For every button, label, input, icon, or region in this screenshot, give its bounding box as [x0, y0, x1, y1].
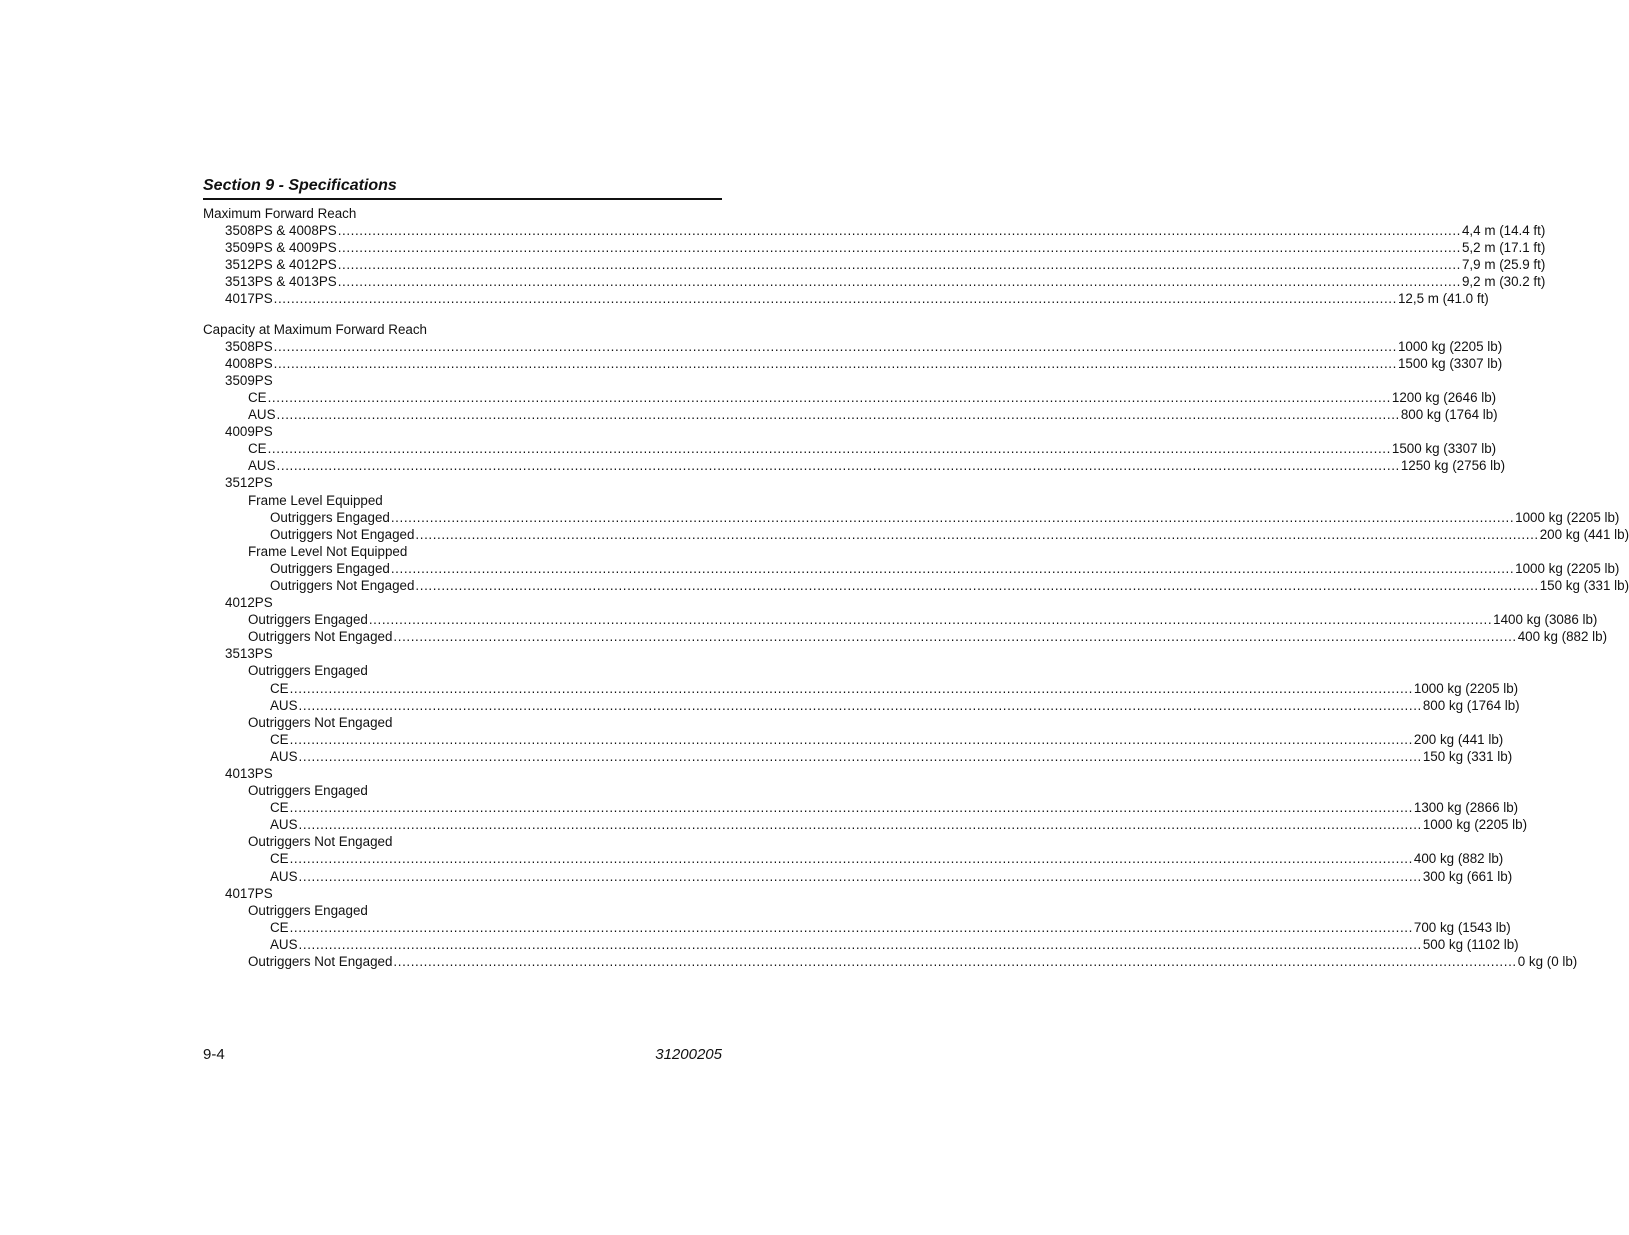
spec-label: Frame Level Equipped — [248, 492, 383, 508]
spec-value: 1300 kg (2866 lb) — [1413, 800, 1519, 816]
spec-label: AUS — [270, 748, 298, 764]
page-header — [203, 176, 722, 200]
spec-row — [203, 256, 1546, 273]
spec-value: 1200 kg (2646 lb) — [1391, 389, 1497, 405]
spec-row — [203, 389, 1497, 406]
spec-heading — [203, 902, 722, 919]
spec-label: CE — [248, 441, 267, 457]
spec-row — [203, 628, 1608, 645]
spec-value: 400 kg (882 lb) — [1413, 851, 1504, 867]
spec-value: 800 kg (1764 lb) — [1422, 697, 1520, 713]
spec-label: Maximum Forward Reach — [203, 206, 357, 221]
dot-leader: .................................................................................................................................................................................................................................................................... — [273, 338, 1397, 354]
spec-row — [203, 816, 1528, 833]
dot-leader: .................................................................................................................................................................................................................................................................... — [415, 526, 1539, 542]
spec-heading — [203, 205, 722, 222]
spec-value: 1500 kg (3307 lb) — [1397, 355, 1503, 371]
spec-row — [203, 440, 1497, 457]
spec-row — [203, 290, 1489, 307]
spec-row — [203, 680, 1519, 697]
dot-leader: .................................................................................................................................................................................................................................................................... — [273, 355, 1397, 371]
spec-label: Outriggers Not Engaged — [248, 714, 393, 730]
spec-label: AUS — [270, 936, 298, 952]
spec-label: 3512PS — [225, 475, 273, 491]
spec-row — [203, 799, 1519, 816]
spec-label: 3513PS & 4013PS — [225, 274, 337, 290]
spec-label: 3509PS — [225, 372, 273, 388]
spec-row — [203, 560, 1620, 577]
spec-label: Outriggers Not Engaged — [248, 834, 393, 850]
dot-leader: .................................................................................................................................................................................................................................................................... — [273, 291, 1397, 307]
spec-label: CE — [270, 731, 289, 747]
dot-leader: .................................................................................................................................................................................................................................................................... — [298, 868, 1422, 884]
spec-row — [203, 919, 1511, 936]
spec-row — [203, 273, 1546, 290]
spec-label: Outriggers Engaged — [270, 560, 390, 576]
spec-heading — [203, 885, 722, 902]
spec-value: 1400 kg (3086 lb) — [1493, 612, 1598, 628]
dot-leader: .................................................................................................................................................................................................................................................................... — [393, 629, 1517, 645]
spec-row — [203, 406, 1498, 423]
dot-leader: .................................................................................................................................................................................................................................................................... — [289, 800, 1413, 816]
spec-heading — [203, 645, 722, 662]
specifications-list — [203, 205, 1629, 970]
spec-label: CE — [270, 851, 289, 867]
spec-label: 4008PS — [225, 355, 273, 371]
spec-value: 1000 kg (2205 lb) — [1397, 338, 1503, 354]
dot-leader: .................................................................................................................................................................................................................................................................... — [267, 389, 1391, 405]
spec-label: Frame Level Not Equipped — [248, 543, 408, 559]
spec-value: 700 kg (1543 lb) — [1413, 919, 1511, 935]
spec-row — [203, 953, 1578, 970]
spec-heading — [203, 474, 722, 491]
spec-label: CE — [270, 800, 289, 816]
spec-label: Outriggers Not Engaged — [270, 526, 415, 542]
spec-label: 4013PS — [225, 766, 273, 781]
dot-leader: .................................................................................................................................................................................................................................................................... — [298, 697, 1422, 713]
spec-value: 150 kg (331 lb) — [1539, 577, 1629, 593]
spec-heading — [203, 662, 722, 679]
spec-label: Outriggers Engaged — [248, 612, 368, 628]
spec-label: AUS — [270, 697, 298, 713]
dot-leader: .................................................................................................................................................................................................................................................................... — [337, 257, 1461, 273]
spec-label: AUS — [270, 868, 298, 884]
spec-label: Capacity at Maximum Forward Reach — [203, 321, 427, 337]
spec-value: 1500 kg (3307 lb) — [1391, 441, 1497, 457]
spec-label: Outriggers Engaged — [248, 663, 368, 679]
spec-row — [203, 526, 1629, 543]
spec-label: Outriggers Not Engaged — [248, 629, 393, 645]
spec-value: 0 kg (0 lb) — [1517, 954, 1578, 970]
spec-row — [203, 457, 1506, 474]
spec-row — [203, 222, 1546, 239]
spec-heading — [203, 492, 722, 509]
dot-leader: .................................................................................................................................................................................................................................................................... — [298, 936, 1422, 952]
dot-leader: .................................................................................................................................................................................................................................................................... — [289, 851, 1413, 867]
spec-label: AUS — [248, 458, 276, 474]
dot-leader: .................................................................................................................................................................................................................................................................... — [289, 680, 1413, 696]
spec-row — [203, 611, 1598, 628]
dot-leader: .................................................................................................................................................................................................................................................................... — [390, 560, 1515, 576]
spec-row — [203, 338, 1503, 355]
document-number: 31200205 — [655, 1046, 722, 1063]
spec-label: Outriggers Engaged — [248, 902, 368, 918]
spec-row — [203, 355, 1503, 372]
spec-row — [203, 509, 1620, 526]
spec-label: AUS — [270, 817, 298, 833]
page-number: 9-4 — [203, 1046, 225, 1063]
dot-leader: .................................................................................................................................................................................................................................................................... — [276, 458, 1400, 474]
spec-label: 3513PS — [225, 646, 273, 662]
dot-leader: .................................................................................................................................................................................................................................................................... — [337, 223, 1461, 239]
dot-leader: .................................................................................................................................................................................................................................................................... — [337, 240, 1461, 256]
spec-row — [203, 239, 1546, 256]
dot-leader: .................................................................................................................................................................................................................................................................... — [276, 407, 1400, 423]
spec-label: Outriggers Engaged — [248, 783, 368, 799]
spec-label: Outriggers Engaged — [270, 509, 390, 525]
dot-leader: .................................................................................................................................................................................................................................................................... — [298, 817, 1422, 833]
spec-label: 3508PS & 4008PS — [225, 223, 337, 239]
spec-value: 1000 kg (2205 lb) — [1515, 509, 1620, 525]
dot-leader: .................................................................................................................................................................................................................................................................... — [415, 577, 1539, 593]
spec-value: 800 kg (1764 lb) — [1400, 407, 1498, 423]
spec-heading — [203, 321, 722, 338]
spec-value: 200 kg (441 lb) — [1539, 526, 1629, 542]
dot-leader: .................................................................................................................................................................................................................................................................... — [289, 731, 1413, 747]
spec-row — [203, 936, 1519, 953]
spec-label: CE — [248, 389, 267, 405]
spec-label: 3512PS & 4012PS — [225, 257, 337, 273]
dot-leader: .................................................................................................................................................................................................................................................................... — [298, 748, 1422, 764]
spec-value: 9,2 m (30.2 ft) — [1461, 274, 1546, 290]
spec-heading — [203, 782, 722, 799]
spec-row — [203, 850, 1504, 867]
spec-label: 4017PS — [225, 291, 273, 307]
spec-label: 3509PS & 4009PS — [225, 240, 337, 256]
dot-leader: .................................................................................................................................................................................................................................................................... — [368, 612, 1493, 628]
spec-value: 1000 kg (2205 lb) — [1422, 817, 1528, 833]
spec-value: 1000 kg (2205 lb) — [1413, 680, 1519, 696]
dot-leader: .................................................................................................................................................................................................................................................................... — [337, 274, 1461, 290]
spec-value: 400 kg (882 lb) — [1517, 629, 1608, 645]
spec-value: 7,9 m (25.9 ft) — [1461, 257, 1546, 273]
spec-value: 4,4 m (14.4 ft) — [1461, 223, 1546, 239]
spec-label: 4009PS — [225, 424, 273, 440]
dot-leader: .................................................................................................................................................................................................................................................................... — [390, 509, 1515, 525]
spec-label: AUS — [248, 407, 276, 423]
spec-value: 5,2 m (17.1 ft) — [1461, 240, 1546, 256]
spec-label: CE — [270, 919, 289, 935]
dot-leader: .................................................................................................................................................................................................................................................................... — [289, 919, 1413, 935]
dot-leader: .................................................................................................................................................................................................................................................................... — [267, 441, 1391, 457]
spec-row — [203, 731, 1504, 748]
spec-row — [203, 748, 1513, 765]
spec-value: 300 kg (661 lb) — [1422, 868, 1513, 884]
spec-label: CE — [270, 680, 289, 696]
dot-leader: .................................................................................................................................................................................................................................................................... — [393, 954, 1517, 970]
spec-label: 4012PS — [225, 595, 273, 611]
spec-heading — [203, 543, 722, 560]
spec-value: 150 kg (331 lb) — [1422, 748, 1513, 764]
spec-value: 200 kg (441 lb) — [1413, 731, 1504, 747]
spec-row — [203, 868, 1513, 885]
spec-heading — [203, 594, 722, 611]
spec-heading — [203, 372, 722, 389]
section-title: Section 9 - Specifications — [203, 177, 397, 194]
spec-label: Outriggers Not Engaged — [270, 577, 415, 593]
spec-label: 4017PS — [225, 885, 273, 901]
spec-row — [203, 577, 1629, 594]
spec-heading — [203, 765, 722, 782]
spec-label: 3508PS — [225, 338, 273, 354]
spec-heading — [203, 833, 722, 850]
spec-value: 500 kg (1102 lb) — [1422, 936, 1519, 952]
spec-heading — [203, 423, 722, 440]
spec-value: 1000 kg (2205 lb) — [1515, 560, 1620, 576]
spec-value: 12,5 m (41.0 ft) — [1397, 291, 1489, 307]
spec-heading — [203, 714, 722, 731]
spec-label: Outriggers Not Engaged — [248, 954, 393, 970]
spec-row — [203, 697, 1520, 714]
spec-value: 1250 kg (2756 lb) — [1400, 458, 1506, 474]
